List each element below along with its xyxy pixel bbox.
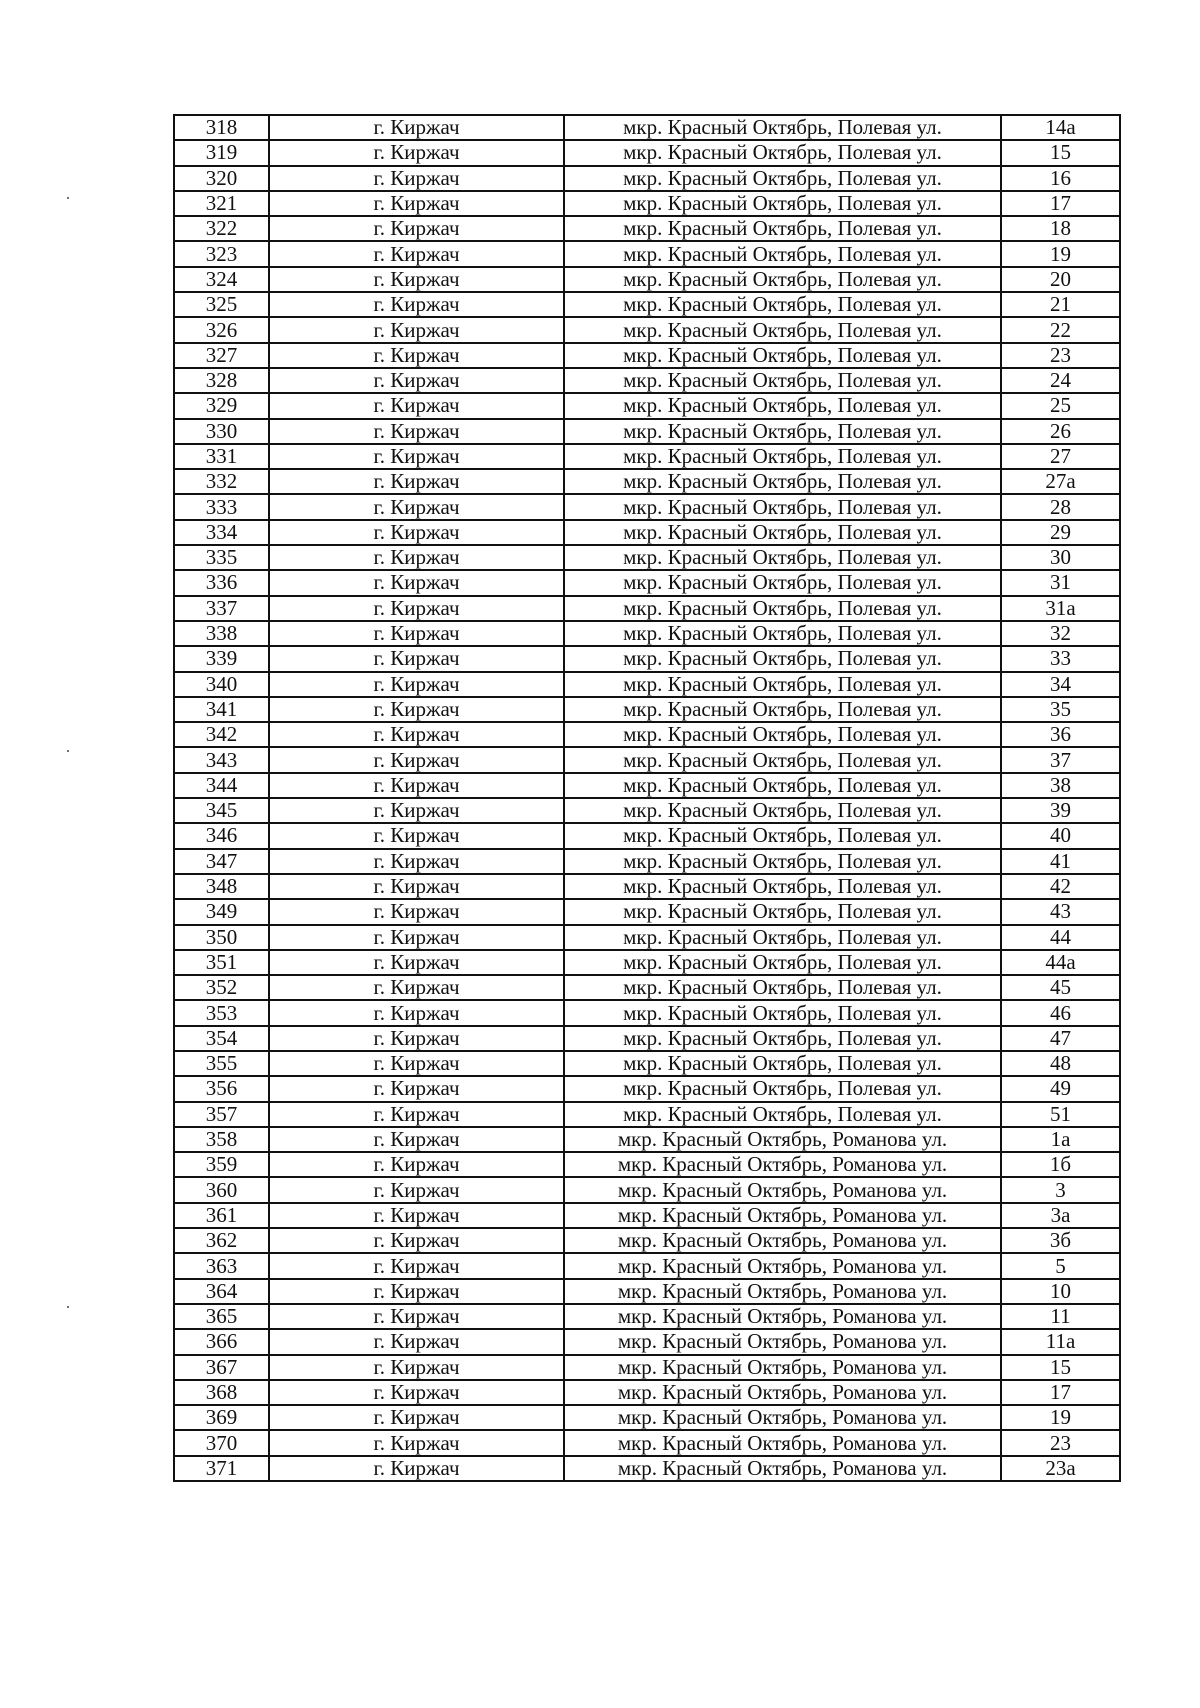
street-cell: мкр. Красный Октябрь, Полевая ул. [564, 166, 1001, 191]
city-cell: г. Киржач [269, 469, 564, 494]
city-cell: г. Киржач [269, 596, 564, 621]
city-cell: г. Киржач [269, 1076, 564, 1101]
house-number-cell: 15 [1001, 1355, 1120, 1380]
table-row [174, 520, 1120, 545]
house-number-cell: 48 [1001, 1051, 1120, 1076]
table-row [174, 343, 1120, 368]
row-number-cell: 319 [174, 140, 269, 165]
city-cell: г. Киржач [269, 747, 564, 772]
row-number-cell: 349 [174, 899, 269, 924]
city-cell: г. Киржач [269, 1304, 564, 1329]
city-cell: г. Киржач [269, 672, 564, 697]
street-cell: мкр. Красный Октябрь, Полевая ул. [564, 393, 1001, 418]
row-number-cell: 325 [174, 292, 269, 317]
city-cell: г. Киржач [269, 317, 564, 342]
row-number-cell: 326 [174, 317, 269, 342]
row-number-cell: 360 [174, 1177, 269, 1202]
street-cell: мкр. Красный Октябрь, Полевая ул. [564, 672, 1001, 697]
street-cell: мкр. Красный Октябрь, Полевая ул. [564, 646, 1001, 671]
row-number-cell: 362 [174, 1228, 269, 1253]
city-cell: г. Киржач [269, 343, 564, 368]
house-number-cell: 40 [1001, 823, 1120, 848]
row-number-cell: 339 [174, 646, 269, 671]
street-cell: мкр. Красный Октябрь, Романова ул. [564, 1177, 1001, 1202]
row-number-cell: 348 [174, 874, 269, 899]
row-number-cell: 355 [174, 1051, 269, 1076]
city-cell: г. Киржач [269, 1380, 564, 1405]
street-cell: мкр. Красный Октябрь, Романова ул. [564, 1253, 1001, 1278]
row-number-cell: 322 [174, 216, 269, 241]
street-cell: мкр. Красный Октябрь, Романова ул. [564, 1203, 1001, 1228]
house-number-cell: 22 [1001, 317, 1120, 342]
city-cell: г. Киржач [269, 823, 564, 848]
house-number-cell: 10 [1001, 1279, 1120, 1304]
city-cell: г. Киржач [269, 216, 564, 241]
row-number-cell: 367 [174, 1355, 269, 1380]
street-cell: мкр. Красный Октябрь, Полевая ул. [564, 722, 1001, 747]
table-row [174, 216, 1120, 241]
house-number-cell: 5 [1001, 1253, 1120, 1278]
row-number-cell: 329 [174, 393, 269, 418]
table-row [174, 722, 1120, 747]
house-number-cell: 23 [1001, 343, 1120, 368]
row-number-cell: 359 [174, 1152, 269, 1177]
house-number-cell: 33 [1001, 646, 1120, 671]
city-cell: г. Киржач [269, 115, 564, 140]
table-row [174, 1329, 1120, 1354]
city-cell: г. Киржач [269, 798, 564, 823]
street-cell: мкр. Красный Октябрь, Полевая ул. [564, 317, 1001, 342]
street-cell: мкр. Красный Октябрь, Полевая ул. [564, 241, 1001, 266]
city-cell: г. Киржач [269, 368, 564, 393]
row-number-cell: 354 [174, 1026, 269, 1051]
house-number-cell: 29 [1001, 520, 1120, 545]
table-row [174, 672, 1120, 697]
city-cell: г. Киржач [269, 494, 564, 519]
city-cell: г. Киржач [269, 899, 564, 924]
city-cell: г. Киржач [269, 975, 564, 1000]
street-cell: мкр. Красный Октябрь, Полевая ул. [564, 191, 1001, 216]
city-cell: г. Киржач [269, 1203, 564, 1228]
city-cell: г. Киржач [269, 1152, 564, 1177]
street-cell: мкр. Красный Октябрь, Романова ул. [564, 1329, 1001, 1354]
street-cell: мкр. Красный Октябрь, Полевая ул. [564, 267, 1001, 292]
city-cell: г. Киржач [269, 1456, 564, 1481]
street-cell: мкр. Красный Октябрь, Полевая ул. [564, 874, 1001, 899]
row-number-cell: 361 [174, 1203, 269, 1228]
table-row [174, 975, 1120, 1000]
house-number-cell: 34 [1001, 672, 1120, 697]
row-number-cell: 337 [174, 596, 269, 621]
street-cell: мкр. Красный Октябрь, Романова ул. [564, 1380, 1001, 1405]
row-number-cell: 365 [174, 1304, 269, 1329]
row-number-cell: 321 [174, 191, 269, 216]
city-cell: г. Киржач [269, 444, 564, 469]
table-row [174, 950, 1120, 975]
table-row [174, 570, 1120, 595]
table-row [174, 241, 1120, 266]
table-row [174, 292, 1120, 317]
table-row [174, 1279, 1120, 1304]
table-row [174, 773, 1120, 798]
street-cell: мкр. Красный Октябрь, Полевая ул. [564, 343, 1001, 368]
house-number-cell: 25 [1001, 393, 1120, 418]
table-row [174, 1051, 1120, 1076]
street-cell: мкр. Красный Октябрь, Полевая ул. [564, 1000, 1001, 1025]
house-number-cell: 26 [1001, 419, 1120, 444]
city-cell: г. Киржач [269, 1177, 564, 1202]
table-row [174, 267, 1120, 292]
street-cell: мкр. Красный Октябрь, Полевая ул. [564, 849, 1001, 874]
house-number-cell: 37 [1001, 747, 1120, 772]
table-row [174, 1430, 1120, 1455]
row-number-cell: 341 [174, 697, 269, 722]
row-number-cell: 344 [174, 773, 269, 798]
street-cell: мкр. Красный Октябрь, Полевая ул. [564, 975, 1001, 1000]
table-row [174, 1000, 1120, 1025]
row-number-cell: 334 [174, 520, 269, 545]
row-number-cell: 332 [174, 469, 269, 494]
city-cell: г. Киржач [269, 570, 564, 595]
table-row [174, 1152, 1120, 1177]
house-number-cell: 19 [1001, 1405, 1120, 1430]
city-cell: г. Киржач [269, 1102, 564, 1127]
scan-speck [67, 750, 69, 752]
street-cell: мкр. Красный Октябрь, Полевая ул. [564, 950, 1001, 975]
table-row [174, 166, 1120, 191]
table-row [174, 419, 1120, 444]
street-cell: мкр. Красный Октябрь, Полевая ул. [564, 697, 1001, 722]
table-row [174, 1304, 1120, 1329]
house-number-cell: 15 [1001, 140, 1120, 165]
house-number-cell: 21 [1001, 292, 1120, 317]
table-row [174, 849, 1120, 874]
city-cell: г. Киржач [269, 1051, 564, 1076]
row-number-cell: 323 [174, 241, 269, 266]
house-number-cell: 27а [1001, 469, 1120, 494]
street-cell: мкр. Красный Октябрь, Романова ул. [564, 1405, 1001, 1430]
table-row [174, 115, 1120, 140]
city-cell: г. Киржач [269, 419, 564, 444]
house-number-cell: 51 [1001, 1102, 1120, 1127]
table-row [174, 545, 1120, 570]
house-number-cell: 16 [1001, 166, 1120, 191]
street-cell: мкр. Красный Октябрь, Полевая ул. [564, 798, 1001, 823]
table-row [174, 1026, 1120, 1051]
row-number-cell: 353 [174, 1000, 269, 1025]
city-cell: г. Киржач [269, 1355, 564, 1380]
house-number-cell: 3 [1001, 1177, 1120, 1202]
city-cell: г. Киржач [269, 621, 564, 646]
table-row [174, 393, 1120, 418]
row-number-cell: 331 [174, 444, 269, 469]
row-number-cell: 352 [174, 975, 269, 1000]
street-cell: мкр. Красный Октябрь, Полевая ул. [564, 1026, 1001, 1051]
house-number-cell: 32 [1001, 621, 1120, 646]
city-cell: г. Киржач [269, 1279, 564, 1304]
house-number-cell: 47 [1001, 1026, 1120, 1051]
house-number-cell: 11а [1001, 1329, 1120, 1354]
street-cell: мкр. Красный Октябрь, Романова ул. [564, 1152, 1001, 1177]
scan-speck [67, 1306, 69, 1308]
street-cell: мкр. Красный Октябрь, Полевая ул. [564, 596, 1001, 621]
street-cell: мкр. Красный Октябрь, Полевая ул. [564, 899, 1001, 924]
house-number-cell: 45 [1001, 975, 1120, 1000]
row-number-cell: 368 [174, 1380, 269, 1405]
house-number-cell: 28 [1001, 494, 1120, 519]
table-row [174, 317, 1120, 342]
city-cell: г. Киржач [269, 545, 564, 570]
address-table-body [174, 115, 1120, 1481]
house-number-cell: 31а [1001, 596, 1120, 621]
row-number-cell: 350 [174, 925, 269, 950]
street-cell: мкр. Красный Октябрь, Романова ул. [564, 1304, 1001, 1329]
house-number-cell: 44 [1001, 925, 1120, 950]
street-cell: мкр. Красный Октябрь, Полевая ул. [564, 419, 1001, 444]
city-cell: г. Киржач [269, 1430, 564, 1455]
row-number-cell: 333 [174, 494, 269, 519]
house-number-cell: 24 [1001, 368, 1120, 393]
house-number-cell: 38 [1001, 773, 1120, 798]
table-row [174, 798, 1120, 823]
row-number-cell: 345 [174, 798, 269, 823]
street-cell: мкр. Красный Октябрь, Полевая ул. [564, 925, 1001, 950]
city-cell: г. Киржач [269, 925, 564, 950]
table-row [174, 1177, 1120, 1202]
city-cell: г. Киржач [269, 849, 564, 874]
street-cell: мкр. Красный Октябрь, Полевая ул. [564, 115, 1001, 140]
table-row [174, 1076, 1120, 1101]
row-number-cell: 318 [174, 115, 269, 140]
city-cell: г. Киржач [269, 722, 564, 747]
table-row [174, 1456, 1120, 1481]
house-number-cell: 3а [1001, 1203, 1120, 1228]
table-row [174, 646, 1120, 671]
street-cell: мкр. Красный Октябрь, Романова ул. [564, 1456, 1001, 1481]
house-number-cell: 39 [1001, 798, 1120, 823]
house-number-cell: 14а [1001, 115, 1120, 140]
street-cell: мкр. Красный Октябрь, Романова ул. [564, 1355, 1001, 1380]
row-number-cell: 369 [174, 1405, 269, 1430]
city-cell: г. Киржач [269, 241, 564, 266]
house-number-cell: 17 [1001, 191, 1120, 216]
house-number-cell: 3б [1001, 1228, 1120, 1253]
street-cell: мкр. Красный Октябрь, Полевая ул. [564, 823, 1001, 848]
table-row [174, 747, 1120, 772]
city-cell: г. Киржач [269, 1405, 564, 1430]
city-cell: г. Киржач [269, 520, 564, 545]
house-number-cell: 42 [1001, 874, 1120, 899]
row-number-cell: 358 [174, 1127, 269, 1152]
table-row [174, 1228, 1120, 1253]
row-number-cell: 346 [174, 823, 269, 848]
row-number-cell: 366 [174, 1329, 269, 1354]
street-cell: мкр. Красный Октябрь, Полевая ул. [564, 621, 1001, 646]
house-number-cell: 17 [1001, 1380, 1120, 1405]
street-cell: мкр. Красный Октябрь, Полевая ул. [564, 292, 1001, 317]
row-number-cell: 371 [174, 1456, 269, 1481]
city-cell: г. Киржач [269, 292, 564, 317]
house-number-cell: 36 [1001, 722, 1120, 747]
house-number-cell: 11 [1001, 1304, 1120, 1329]
row-number-cell: 327 [174, 343, 269, 368]
table-row [174, 596, 1120, 621]
table-row [174, 140, 1120, 165]
table-row [174, 1355, 1120, 1380]
house-number-cell: 20 [1001, 267, 1120, 292]
table-row [174, 191, 1120, 216]
row-number-cell: 324 [174, 267, 269, 292]
table-row [174, 874, 1120, 899]
city-cell: г. Киржач [269, 1228, 564, 1253]
table-row [174, 1380, 1120, 1405]
city-cell: г. Киржач [269, 646, 564, 671]
table-row [174, 1127, 1120, 1152]
row-number-cell: 351 [174, 950, 269, 975]
house-number-cell: 49 [1001, 1076, 1120, 1101]
row-number-cell: 364 [174, 1279, 269, 1304]
city-cell: г. Киржач [269, 1329, 564, 1354]
street-cell: мкр. Красный Октябрь, Романова ул. [564, 1127, 1001, 1152]
table-row [174, 1102, 1120, 1127]
city-cell: г. Киржач [269, 1127, 564, 1152]
street-cell: мкр. Красный Октябрь, Романова ул. [564, 1279, 1001, 1304]
city-cell: г. Киржач [269, 773, 564, 798]
street-cell: мкр. Красный Октябрь, Полевая ул. [564, 570, 1001, 595]
row-number-cell: 335 [174, 545, 269, 570]
house-number-cell: 27 [1001, 444, 1120, 469]
street-cell: мкр. Красный Октябрь, Полевая ул. [564, 216, 1001, 241]
row-number-cell: 336 [174, 570, 269, 595]
table-row [174, 494, 1120, 519]
row-number-cell: 342 [174, 722, 269, 747]
house-number-cell: 1а [1001, 1127, 1120, 1152]
house-number-cell: 35 [1001, 697, 1120, 722]
table-row [174, 368, 1120, 393]
table-row [174, 697, 1120, 722]
row-number-cell: 330 [174, 419, 269, 444]
city-cell: г. Киржач [269, 874, 564, 899]
street-cell: мкр. Красный Октябрь, Полевая ул. [564, 1102, 1001, 1127]
house-number-cell: 18 [1001, 216, 1120, 241]
table-row [174, 1405, 1120, 1430]
street-cell: мкр. Красный Октябрь, Полевая ул. [564, 140, 1001, 165]
house-number-cell: 41 [1001, 849, 1120, 874]
table-row [174, 621, 1120, 646]
street-cell: мкр. Красный Октябрь, Романова ул. [564, 1430, 1001, 1455]
street-cell: мкр. Красный Октябрь, Полевая ул. [564, 1076, 1001, 1101]
table-row [174, 444, 1120, 469]
city-cell: г. Киржач [269, 393, 564, 418]
table-row [174, 1203, 1120, 1228]
street-cell: мкр. Красный Октябрь, Полевая ул. [564, 1051, 1001, 1076]
row-number-cell: 340 [174, 672, 269, 697]
row-number-cell: 328 [174, 368, 269, 393]
street-cell: мкр. Красный Октябрь, Полевая ул. [564, 469, 1001, 494]
city-cell: г. Киржач [269, 140, 564, 165]
city-cell: г. Киржач [269, 697, 564, 722]
city-cell: г. Киржач [269, 1000, 564, 1025]
street-cell: мкр. Красный Октябрь, Полевая ул. [564, 520, 1001, 545]
street-cell: мкр. Красный Октябрь, Полевая ул. [564, 545, 1001, 570]
row-number-cell: 320 [174, 166, 269, 191]
row-number-cell: 347 [174, 849, 269, 874]
table-row [174, 1253, 1120, 1278]
city-cell: г. Киржач [269, 267, 564, 292]
table-row [174, 899, 1120, 924]
row-number-cell: 357 [174, 1102, 269, 1127]
table-row [174, 469, 1120, 494]
house-number-cell: 30 [1001, 545, 1120, 570]
house-number-cell: 23 [1001, 1430, 1120, 1455]
house-number-cell: 46 [1001, 1000, 1120, 1025]
city-cell: г. Киржач [269, 950, 564, 975]
house-number-cell: 19 [1001, 241, 1120, 266]
row-number-cell: 338 [174, 621, 269, 646]
row-number-cell: 370 [174, 1430, 269, 1455]
city-cell: г. Киржач [269, 191, 564, 216]
street-cell: мкр. Красный Октябрь, Полевая ул. [564, 494, 1001, 519]
scan-speck [67, 197, 69, 199]
house-number-cell: 31 [1001, 570, 1120, 595]
house-number-cell: 44а [1001, 950, 1120, 975]
city-cell: г. Киржач [269, 1026, 564, 1051]
table-row [174, 925, 1120, 950]
row-number-cell: 343 [174, 747, 269, 772]
house-number-cell: 1б [1001, 1152, 1120, 1177]
house-number-cell: 23а [1001, 1456, 1120, 1481]
row-number-cell: 363 [174, 1253, 269, 1278]
house-number-cell: 43 [1001, 899, 1120, 924]
table-row [174, 823, 1120, 848]
address-table [173, 114, 1121, 1482]
street-cell: мкр. Красный Октябрь, Полевая ул. [564, 747, 1001, 772]
city-cell: г. Киржач [269, 1253, 564, 1278]
street-cell: мкр. Красный Октябрь, Полевая ул. [564, 368, 1001, 393]
street-cell: мкр. Красный Октябрь, Полевая ул. [564, 444, 1001, 469]
row-number-cell: 356 [174, 1076, 269, 1101]
street-cell: мкр. Красный Октябрь, Романова ул. [564, 1228, 1001, 1253]
city-cell: г. Киржач [269, 166, 564, 191]
street-cell: мкр. Красный Октябрь, Полевая ул. [564, 773, 1001, 798]
